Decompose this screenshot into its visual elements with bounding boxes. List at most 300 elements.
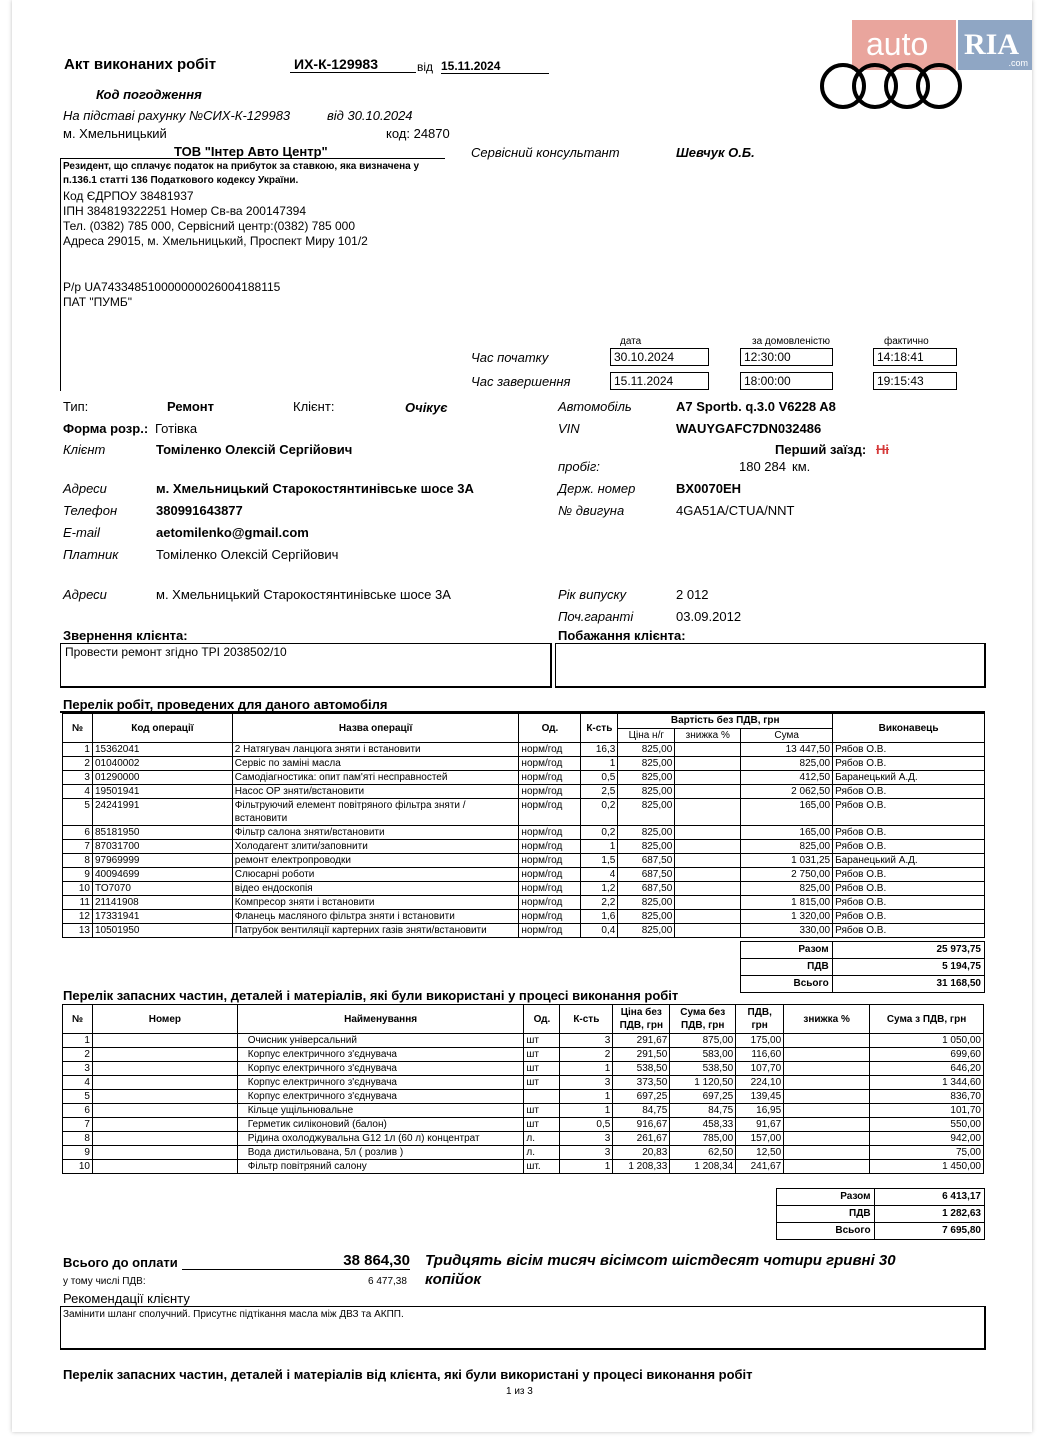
works-cell-unit: норм/год bbox=[519, 743, 581, 757]
parts-cell-vat: 12,50 bbox=[736, 1146, 784, 1160]
consultant-label: Сервісний консультант bbox=[471, 145, 620, 160]
works-cell-unit: норм/год bbox=[519, 896, 581, 910]
code-text: код: 24870 bbox=[386, 126, 450, 141]
parts-cell-qty: 0,5 bbox=[560, 1118, 613, 1132]
works-cell-discount bbox=[675, 924, 741, 938]
works-cell-name: Холодагент злити/заповнити bbox=[232, 840, 519, 854]
works-cell-price: 687,50 bbox=[618, 868, 675, 882]
parts-col-discount: знижка % bbox=[784, 1005, 870, 1034]
works-cell-unit: норм/год bbox=[519, 924, 581, 938]
parts-total-row bbox=[777, 1223, 985, 1240]
watermark-auto-text: auto bbox=[866, 26, 929, 62]
parts-col-name: Найменування bbox=[237, 1005, 524, 1034]
works-cell-discount bbox=[675, 771, 741, 785]
parts-cell-number bbox=[92, 1076, 237, 1090]
works-cell-price: 687,50 bbox=[618, 882, 675, 896]
works-cell-price: 825,00 bbox=[618, 771, 675, 785]
type-label: Тип: bbox=[63, 399, 89, 414]
parts-total-row bbox=[777, 1189, 985, 1206]
works-total-row bbox=[741, 976, 985, 993]
address-value: м. Хмельницький Старокостянтинівське шосе 3А bbox=[156, 481, 474, 496]
parts-row bbox=[63, 1160, 984, 1174]
works-cell-qty: 4 bbox=[581, 868, 618, 882]
parts-row bbox=[63, 1034, 984, 1048]
parts-cell-total: 1 344,60 bbox=[870, 1076, 984, 1090]
payer-label: Платник bbox=[63, 547, 119, 562]
works-cell-qty: 0,4 bbox=[581, 924, 618, 938]
warranty-label: Поч.гаранті bbox=[558, 609, 634, 624]
car-label: Автомобіль bbox=[558, 399, 632, 414]
end-actual-field: 19:15:43 bbox=[873, 372, 957, 390]
parts-cell-qty: 3 bbox=[560, 1146, 613, 1160]
works-col-num: № bbox=[63, 714, 93, 743]
parts-cell-name: Рідина охолоджувальна G12 1л (60 л) концентрат bbox=[237, 1132, 524, 1146]
client-wish-label: Побажання клієнта: bbox=[558, 628, 686, 643]
vat-included-value: 6 477,38 bbox=[368, 1276, 407, 1287]
parts-cell-price: 20,83 bbox=[613, 1146, 670, 1160]
works-cell-discount bbox=[675, 896, 741, 910]
works-cell-sum: 412,50 bbox=[741, 771, 833, 785]
parts-totals-table bbox=[776, 1188, 985, 1240]
company-bank: ПАТ "ПУМБ" bbox=[63, 295, 132, 309]
parts-cell-discount bbox=[784, 1132, 870, 1146]
parts-col-num: № bbox=[63, 1005, 93, 1034]
company-name: ТОВ "Інтер Авто Центр" bbox=[174, 144, 328, 159]
works-cell-qty: 1 bbox=[581, 757, 618, 771]
works-cell-name: Сервіс по заміні масла bbox=[232, 757, 519, 771]
works-cell-code: 40094699 bbox=[92, 868, 232, 882]
works-cell-num: 3 bbox=[63, 771, 93, 785]
parts-col-qty: К-сть bbox=[560, 1005, 613, 1034]
parts-cell-sum: 458,33 bbox=[670, 1118, 736, 1132]
works-cell-num: 12 bbox=[63, 910, 93, 924]
parts-total-value: 6 413,17 bbox=[874, 1189, 984, 1206]
works-cell-executor: Рябов О.В. bbox=[833, 826, 985, 840]
works-cell-sum: 2 062,50 bbox=[741, 785, 833, 799]
parts-cell-num: 2 bbox=[63, 1048, 93, 1062]
company-edrpou: Код ЄДРПОУ 38481937 bbox=[63, 189, 194, 203]
parts-row bbox=[63, 1062, 984, 1076]
works-cell-name: Самодіагностика: опит пам'яті несправностей bbox=[232, 771, 519, 785]
works-cell-unit: норм/год bbox=[519, 910, 581, 924]
payment-form-value: Готівка bbox=[155, 421, 198, 436]
parts-cell-unit: шт bbox=[524, 1104, 560, 1118]
parts-cell-num: 7 bbox=[63, 1118, 93, 1132]
parts-cell-vat: 241,67 bbox=[736, 1160, 784, 1174]
parts-cell-number bbox=[92, 1048, 237, 1062]
works-cell-num: 7 bbox=[63, 840, 93, 854]
works-cell-name: Компресор зняти і встановити bbox=[232, 896, 519, 910]
mileage-value: 180 284 bbox=[739, 459, 786, 474]
works-totals-table bbox=[740, 941, 985, 993]
works-cell-qty: 0,2 bbox=[581, 799, 618, 826]
parts-cell-number bbox=[92, 1090, 237, 1104]
parts-cell-number bbox=[92, 1146, 237, 1160]
parts-col-total: Сума з ПДВ, грн bbox=[870, 1005, 984, 1034]
works-cell-qty: 1,6 bbox=[581, 910, 618, 924]
parts-cell-price: 697,25 bbox=[613, 1090, 670, 1104]
works-total-value: 25 973,75 bbox=[832, 942, 984, 959]
company-ipn: ІПН 384819322251 Номер Св-ва 200147394 bbox=[63, 204, 306, 218]
works-cell-unit: норм/год bbox=[519, 771, 581, 785]
works-cell-sum: 825,00 bbox=[741, 840, 833, 854]
tax-note-line1: Резидент, що сплачує податок на прибуток за ставкою, яка визначена у bbox=[63, 161, 420, 172]
works-cell-num: 11 bbox=[63, 896, 93, 910]
parts-cell-price: 538,50 bbox=[613, 1062, 670, 1076]
client-request-box bbox=[60, 643, 552, 688]
parts-cell-number bbox=[92, 1104, 237, 1118]
mileage-label: пробіг: bbox=[558, 459, 600, 474]
parts-cell-name: Герметик силіконовий (балон) bbox=[237, 1118, 524, 1132]
tax-note-line2: п.136.1 статті 136 Податкового кодексу України. bbox=[63, 175, 299, 186]
total-pay-label: Всього до оплати bbox=[63, 1255, 178, 1270]
works-cell-code: 87031700 bbox=[92, 840, 232, 854]
payer-value: Томіленко Олексій Сергійович bbox=[156, 547, 339, 562]
works-cell-sum: 13 447,50 bbox=[741, 743, 833, 757]
parts-col-price: Ціна без ПДВ, грн bbox=[613, 1005, 670, 1034]
parts-cell-num: 9 bbox=[63, 1146, 93, 1160]
works-cell-num: 8 bbox=[63, 854, 93, 868]
client-request-value: Провести ремонт згідно TPI 2038502/10 bbox=[65, 645, 287, 659]
timing-col-date: дата bbox=[620, 336, 642, 347]
first-visit-value: Ні bbox=[876, 442, 889, 457]
parts-cell-total: 1 450,00 bbox=[870, 1160, 984, 1174]
end-time-label: Час завершення bbox=[471, 374, 571, 389]
parts-cell-sum: 785,00 bbox=[670, 1132, 736, 1146]
works-cell-price: 825,00 bbox=[618, 743, 675, 757]
engine-value: 4GA51A/CTUA/NNT bbox=[676, 503, 795, 518]
customer-value: Томіленко Олексій Сергійович bbox=[156, 442, 353, 457]
end-agreed-field: 18:00:00 bbox=[740, 372, 833, 390]
works-cell-price: 825,00 bbox=[618, 785, 675, 799]
parts-row bbox=[63, 1132, 984, 1146]
works-cell-code: 85181950 bbox=[92, 826, 232, 840]
parts-cell-sum: 84,75 bbox=[670, 1104, 736, 1118]
works-cell-name: 2 Натягувач ланцюга зняти і встановити bbox=[232, 743, 519, 757]
parts-total-row bbox=[777, 1206, 985, 1223]
works-cell-executor: Баранецький А.Д. bbox=[833, 854, 985, 868]
parts-cell-qty: 3 bbox=[560, 1034, 613, 1048]
parts-cell-name: Корпус електричного з'єднувача bbox=[237, 1048, 524, 1062]
start-actual-field: 14:18:41 bbox=[873, 348, 957, 366]
parts-cell-qty: 3 bbox=[560, 1076, 613, 1090]
works-cell-unit: норм/год bbox=[519, 882, 581, 896]
works-cell-sum: 1 815,00 bbox=[741, 896, 833, 910]
works-row bbox=[63, 785, 985, 799]
payment-form-label: Форма розр.: bbox=[63, 421, 149, 436]
parts-cell-num: 10 bbox=[63, 1160, 93, 1174]
parts-col-sum: Сума без ПДВ, грн bbox=[670, 1005, 736, 1034]
works-col-code: Код операції bbox=[92, 714, 232, 743]
parts-cell-unit bbox=[524, 1090, 560, 1104]
parts-total-label: ПДВ bbox=[777, 1206, 875, 1223]
parts-cell-qty: 2 bbox=[560, 1048, 613, 1062]
works-cell-executor: Рябов О.В. bbox=[833, 743, 985, 757]
works-cell-executor: Рябов О.В. bbox=[833, 785, 985, 799]
phone-value: 380991643877 bbox=[156, 503, 243, 518]
works-col-name: Назва операції bbox=[232, 714, 519, 743]
parts-cell-total: 942,00 bbox=[870, 1132, 984, 1146]
works-cell-discount bbox=[675, 868, 741, 882]
parts-cell-vat: 107,70 bbox=[736, 1062, 784, 1076]
works-cell-price: 825,00 bbox=[618, 757, 675, 771]
works-row bbox=[63, 882, 985, 896]
works-row bbox=[63, 771, 985, 785]
works-cell-name: відео ендоскопія bbox=[232, 882, 519, 896]
works-cell-discount bbox=[675, 840, 741, 854]
works-cell-name: Слюсарні роботи bbox=[232, 868, 519, 882]
parts-cell-num: 1 bbox=[63, 1034, 93, 1048]
engine-label: № двигуна bbox=[558, 503, 625, 518]
parts-cell-qty: 1 bbox=[560, 1062, 613, 1076]
works-cell-unit: норм/год bbox=[519, 785, 581, 799]
works-row bbox=[63, 757, 985, 771]
company-account: Р/р UA743348510000000026004188115 bbox=[63, 280, 281, 294]
email-value: aetomilenko@gmail.com bbox=[156, 525, 309, 540]
doc-title: Акт виконаних робіт bbox=[64, 56, 217, 73]
works-col-executor: Виконавець bbox=[833, 714, 985, 743]
works-cell-name: Фланець масляного фільтра зняти і встановити bbox=[232, 910, 519, 924]
customer-label: Клієнт bbox=[63, 442, 106, 457]
works-total-label: Разом bbox=[741, 942, 833, 959]
parts-cell-total: 550,00 bbox=[870, 1118, 984, 1132]
parts-cell-sum: 697,25 bbox=[670, 1090, 736, 1104]
works-cell-price: 825,00 bbox=[618, 840, 675, 854]
works-cell-executor: Рябов О.В. bbox=[833, 924, 985, 938]
parts-col-number: Номер bbox=[92, 1005, 237, 1034]
parts-row bbox=[63, 1118, 984, 1132]
works-cell-code: 24241991 bbox=[92, 799, 232, 826]
parts-cell-name: Корпус електричного з'єднувача bbox=[237, 1062, 524, 1076]
parts-cell-unit: шт bbox=[524, 1118, 560, 1132]
timing-col-agreed: за домовленістю bbox=[752, 336, 831, 347]
works-cell-name: ремонт електропроводки bbox=[232, 854, 519, 868]
parts-cell-number bbox=[92, 1034, 237, 1048]
works-cell-num: 4 bbox=[63, 785, 93, 799]
works-cell-discount bbox=[675, 757, 741, 771]
works-cell-qty: 1,2 bbox=[581, 882, 618, 896]
parts-cell-num: 6 bbox=[63, 1104, 93, 1118]
works-cell-sum: 1 031,25 bbox=[741, 854, 833, 868]
client-request-label: Звернення клієнта: bbox=[63, 628, 188, 643]
parts-cell-name: Вода дистильована, 5л ( розлив ) bbox=[237, 1146, 524, 1160]
mileage-unit: км. bbox=[792, 459, 811, 474]
parts-cell-num: 5 bbox=[63, 1090, 93, 1104]
parts-cell-vat: 91,67 bbox=[736, 1118, 784, 1132]
works-cell-code: 10501950 bbox=[92, 924, 232, 938]
parts-cell-name: Корпус електричного з'єднувача bbox=[237, 1076, 524, 1090]
works-cell-code: 01040002 bbox=[92, 757, 232, 771]
parts-cell-discount bbox=[784, 1034, 870, 1048]
parts-cell-sum: 583,00 bbox=[670, 1048, 736, 1062]
parts-cell-number bbox=[92, 1062, 237, 1076]
year-value: 2 012 bbox=[676, 587, 709, 602]
works-cell-price: 825,00 bbox=[618, 924, 675, 938]
parts-cell-number bbox=[92, 1118, 237, 1132]
company-address: Адреса 29015, м. Хмельницький, Проспект Миру 101/2 bbox=[63, 234, 368, 248]
payer-address-label: Адреси bbox=[63, 587, 107, 602]
works-cell-unit: норм/год bbox=[519, 799, 581, 826]
parts-cell-num: 8 bbox=[63, 1132, 93, 1146]
parts-cell-vat: 157,00 bbox=[736, 1132, 784, 1146]
parts-cell-sum: 1 120,50 bbox=[670, 1076, 736, 1090]
payer-address-value: м. Хмельницький Старокостянтинівське шосе 3А bbox=[156, 587, 451, 602]
works-col-discount: знижка % bbox=[675, 728, 741, 743]
company-phone: Тел. (0382) 785 000, Сервісний центр:(0382) 785 000 bbox=[63, 219, 356, 233]
parts-total-value: 7 695,80 bbox=[874, 1223, 984, 1240]
client-status-value: Очікує bbox=[405, 400, 448, 415]
parts-cell-total: 1 050,00 bbox=[870, 1034, 984, 1048]
parts-cell-discount bbox=[784, 1104, 870, 1118]
works-col-sum: Сума bbox=[741, 728, 833, 743]
total-pay-words: Тридцять вісім тисяч вісімсот шістдесят чотири гривні 30 копійок bbox=[425, 1252, 896, 1288]
parts-cell-vat: 224,10 bbox=[736, 1076, 784, 1090]
parts-cell-number bbox=[92, 1132, 237, 1146]
parts-row bbox=[63, 1076, 984, 1090]
parts-cell-discount bbox=[784, 1048, 870, 1062]
audi-rings-logo bbox=[818, 60, 964, 112]
doc-date-prefix: від bbox=[417, 60, 434, 74]
works-cell-qty: 16,3 bbox=[581, 743, 618, 757]
email-label: E-mail bbox=[63, 525, 100, 540]
parts-table bbox=[62, 1004, 984, 1174]
parts-col-vat: ПДВ, грн bbox=[736, 1005, 784, 1034]
works-cell-executor: Рябов О.В. bbox=[833, 910, 985, 924]
works-cell-discount bbox=[675, 882, 741, 896]
parts-title: Перелік запасних частин, деталей і матеріалів, які були використані у процесі виконання робіт bbox=[63, 988, 679, 1003]
parts-cell-name: Фільтр повітряний салону bbox=[237, 1160, 524, 1174]
works-cell-sum: 2 750,00 bbox=[741, 868, 833, 882]
works-cell-qty: 0,2 bbox=[581, 826, 618, 840]
vat-included-label: у тому числі ПДВ: bbox=[63, 1276, 146, 1287]
works-cell-unit: норм/год bbox=[519, 826, 581, 840]
recommendations-label: Рекомендації клієнту bbox=[63, 1291, 190, 1306]
works-cell-executor: Рябов О.В. bbox=[833, 757, 985, 771]
parts-cell-sum: 62,50 bbox=[670, 1146, 736, 1160]
parts-cell-unit: шт bbox=[524, 1048, 560, 1062]
parts-cell-total: 75,00 bbox=[870, 1146, 984, 1160]
watermark-ria-badge bbox=[958, 20, 1032, 70]
parts-row bbox=[63, 1048, 984, 1062]
works-cell-price: 825,00 bbox=[618, 896, 675, 910]
works-cell-qty: 2,5 bbox=[581, 785, 618, 799]
works-cell-sum: 825,00 bbox=[741, 882, 833, 896]
works-total-value: 31 168,50 bbox=[832, 976, 984, 993]
parts-cell-num: 4 bbox=[63, 1076, 93, 1090]
parts-row bbox=[63, 1090, 984, 1104]
parts-cell-discount bbox=[784, 1076, 870, 1090]
works-total-value: 5 194,75 bbox=[832, 959, 984, 976]
works-cell-executor: Рябов О.В. bbox=[833, 868, 985, 882]
parts-cell-name: Кільце ущільнювальне bbox=[237, 1104, 524, 1118]
parts-cell-sum: 1 208,34 bbox=[670, 1160, 736, 1174]
start-date-field: 30.10.2024 bbox=[610, 348, 709, 366]
works-cell-qty: 0,5 bbox=[581, 771, 618, 785]
works-cell-discount bbox=[675, 799, 741, 826]
parts-total-value: 1 282,63 bbox=[874, 1206, 984, 1223]
type-value: Ремонт bbox=[167, 399, 215, 414]
parts-cell-discount bbox=[784, 1062, 870, 1076]
start-agreed-field: 12:30:00 bbox=[740, 348, 833, 366]
recommendations-box bbox=[60, 1306, 986, 1350]
works-cell-discount bbox=[675, 785, 741, 799]
works-cell-code: TO7070 bbox=[92, 882, 232, 896]
works-cell-qty: 2,2 bbox=[581, 896, 618, 910]
works-cell-unit: норм/год bbox=[519, 840, 581, 854]
works-cell-unit: норм/год bbox=[519, 868, 581, 882]
works-title: Перелік робіт, проведених для даного автомобіля bbox=[63, 697, 388, 712]
parts-cell-vat: 139,45 bbox=[736, 1090, 784, 1104]
works-cell-num: 6 bbox=[63, 826, 93, 840]
parts-cell-sum: 875,00 bbox=[670, 1034, 736, 1048]
watermark-ria-text: RIA bbox=[964, 28, 1020, 61]
parts-cell-discount bbox=[784, 1118, 870, 1132]
parts-cell-discount bbox=[784, 1090, 870, 1104]
works-col-qty: К-сть bbox=[581, 714, 618, 743]
parts-cell-total: 699,60 bbox=[870, 1048, 984, 1062]
parts-cell-discount bbox=[784, 1160, 870, 1174]
parts-cell-unit: шт bbox=[524, 1076, 560, 1090]
works-cell-price: 825,00 bbox=[618, 826, 675, 840]
approval-code-label: Код погодження bbox=[96, 87, 202, 102]
parts-row bbox=[63, 1104, 984, 1118]
vin-value: WAUYGAFC7DN032486 bbox=[676, 421, 822, 436]
page-number: 1 из 3 bbox=[506, 1386, 533, 1397]
works-cell-name: Патрубок вентиляції картерних газів зняти/встановити bbox=[232, 924, 519, 938]
parts-row bbox=[63, 1146, 984, 1160]
works-cell-sum: 330,00 bbox=[741, 924, 833, 938]
parts-cell-name: Корпус електричного з'єднувача bbox=[237, 1090, 524, 1104]
total-pay-value: 38 864,30 bbox=[182, 1252, 410, 1270]
parts-cell-unit: шт bbox=[524, 1062, 560, 1076]
works-cell-code: 15362041 bbox=[92, 743, 232, 757]
address-label: Адреси bbox=[63, 481, 107, 496]
parts-cell-qty: 1 bbox=[560, 1090, 613, 1104]
works-row bbox=[63, 868, 985, 882]
works-col-cost: Вартість без ПДВ, грн bbox=[618, 714, 833, 729]
works-cell-name: Насос ОР зняти/встановити bbox=[232, 785, 519, 799]
works-cell-code: 97969999 bbox=[92, 854, 232, 868]
works-cell-num: 13 bbox=[63, 924, 93, 938]
year-label: Рік випуску bbox=[558, 587, 627, 602]
parts-cell-discount bbox=[784, 1146, 870, 1160]
plate-label: Держ. номер bbox=[558, 481, 636, 496]
parts-cell-unit: л. bbox=[524, 1146, 560, 1160]
works-cell-price: 687,50 bbox=[618, 854, 675, 868]
parts-cell-total: 646,20 bbox=[870, 1062, 984, 1076]
parts-cell-unit: шт. bbox=[524, 1160, 560, 1174]
basis-date: від 30.10.2024 bbox=[327, 108, 413, 123]
works-total-row bbox=[741, 942, 985, 959]
plate-value: BX0070EH bbox=[676, 481, 742, 496]
basis-text: На підставі рахунку №СИХ-К-129983 bbox=[63, 108, 291, 123]
works-cell-code: 21141908 bbox=[92, 896, 232, 910]
works-cell-executor: Рябов О.В. bbox=[833, 896, 985, 910]
works-cell-num: 10 bbox=[63, 882, 93, 896]
works-cell-discount bbox=[675, 854, 741, 868]
parts-cell-price: 1 208,33 bbox=[613, 1160, 670, 1174]
works-cell-name: Фільтр салона зняти/встановити bbox=[232, 826, 519, 840]
client-parts-title: Перелік запасних частин, деталей і матеріалів від клієнта, які були використані у процесі виконання робіт bbox=[63, 1367, 753, 1382]
doc-number: ИХ-К-129983 bbox=[290, 56, 416, 73]
works-cell-num: 5 bbox=[63, 799, 93, 826]
parts-total-label: Всього bbox=[777, 1223, 875, 1240]
works-cell-code: 19501941 bbox=[92, 785, 232, 799]
works-row bbox=[63, 896, 985, 910]
works-cell-discount bbox=[675, 910, 741, 924]
works-cell-executor: Рябов О.В. bbox=[833, 840, 985, 854]
works-cell-executor: Рябов О.В. bbox=[833, 882, 985, 896]
